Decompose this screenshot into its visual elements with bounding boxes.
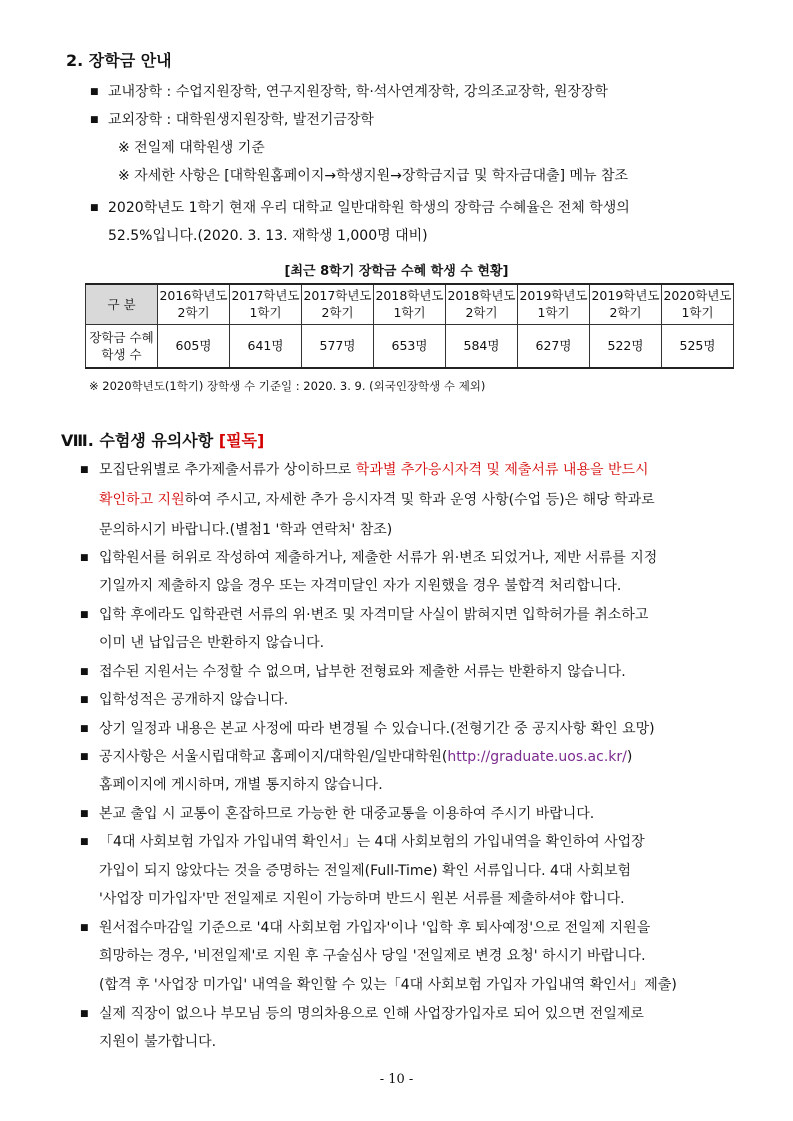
bullet-icon: ■ [90, 203, 99, 213]
table-note: ※ 2020학년도(1학기) 장학생 수 기준일 : 2020. 3. 9. (외국인장학생 수 제외) [89, 379, 486, 393]
table-col-header: 2018학년도 1학기 [374, 284, 446, 324]
table-cell: 577명 [302, 324, 374, 368]
notice-7-line1: 공지사항은 서울시립대학교 홈페이지/대학원/일반대학원(http://graduate.uos.ac.kr/) [99, 749, 633, 765]
notice-9-line3: '사업장 미가입자'만 전일제로 지원이 가능하며 반드시 원본 서류를 제출하셔야 합니다. [99, 891, 625, 907]
table-caption: [최근 8학기 장학금 수혜 학생 수 현황] [284, 264, 509, 279]
table-cell: 584명 [446, 324, 518, 368]
notice-11-line1: 실제 직장이 없으나 부모님 등의 명의차용으로 인해 사업장가입자로 되어 있으면 전일제로 [99, 1006, 644, 1022]
notice-2-line1: 입학원서를 허위로 작성하여 제출하거나, 제출한 서류가 위·변조 되었거나, 제반 서류를 지정 [99, 550, 658, 566]
bullet-icon: ■ [80, 465, 89, 475]
notice-9-line1: 「4대 사회보험 가입자 가입내역 확인서」는 4대 사회보험의 가입내역을 확인하여 사업장 [99, 834, 645, 850]
table-cell: 641명 [230, 324, 302, 368]
bullet-icon: ■ [80, 923, 89, 933]
notice-1-line1: 모집단위별로 추가제출서류가 상이하므로 학과별 추가응시자격 및 제출서류 내용을 반드시 [99, 462, 649, 478]
bullet-icon: ■ [80, 809, 89, 819]
table-col-header: 2018학년도 2학기 [446, 284, 518, 324]
notice-10-line3: (합격 후 '사업장 미가입' 내역을 확인할 수 있는「4대 사회보험 가입자 가입내역 확인서」제출) [99, 977, 677, 993]
must-read-tag: [필독] [218, 431, 265, 450]
page-number: - 10 - [379, 1072, 414, 1087]
table-row [86, 324, 734, 368]
notice-3-line1: 입학 후에라도 입학관련 서류의 위·변조 및 자격미달 사실이 밝혀지면 입학허가를 취소하고 [99, 607, 649, 623]
table-col-header: 2017학년도 1학기 [230, 284, 302, 324]
bullet-icon: ■ [80, 553, 89, 563]
bullet-icon: ■ [80, 1009, 89, 1019]
subnote-details: ※ 자세한 사항은 [대학원홈페이지→학생지원→장학금지급 및 학자금대출] 메뉴 참조 [118, 168, 629, 184]
bullet-icon: ■ [90, 87, 99, 97]
graduate-site-link[interactable]: http://graduate.uos.ac.kr/ [447, 749, 627, 765]
notice-10-line2: 희망하는 경우, '비전일제'로 지원 후 구술심사 당일 '전일제로 변경 요청' 하시기 바랍니다. [99, 948, 646, 964]
notice-10-line1: 원서접수마감일 기준으로 '4대 사회보험 가입자'이나 '입학 후 퇴사예정'으로 전일제 지원을 [99, 920, 651, 936]
notice-1-line2: 확인하고 지원하여 주시고, 자세한 추가 응시자격 및 학과 운영 사항(수업 등)은 해당 학과로 [99, 492, 655, 508]
notice-1-line3: 문의하시기 바랍니다.(별첨1 '학과 연락처' 참조) [99, 522, 393, 538]
notice-7-line2: 홈페이지에 게시하며, 개별 통지하지 않습니다. [99, 777, 383, 793]
table-header-row [86, 284, 734, 324]
table-col-header: 2017학년도 2학기 [302, 284, 374, 324]
notice-2-line2: 기일까지 제출하지 않을 경우 또는 자격미달인 자가 지원했을 경우 불합격 처리합니다. [99, 578, 622, 594]
bullet-icon: ■ [80, 695, 89, 705]
notice-3-line2: 이미 낸 납입금은 반환하지 않습니다. [99, 635, 325, 651]
table-row-label: 장학금 수혜 학생 수 [86, 324, 158, 368]
bullet-icon: ■ [80, 724, 89, 734]
bullet-icon: ■ [90, 115, 99, 125]
notice-8: 본교 출입 시 교통이 혼잡하므로 가능한 한 대중교통을 이용하여 주시기 바랍니다. [99, 806, 595, 822]
notice-4: 접수된 지원서는 수정할 수 없으며, 납부한 전형료와 제출한 서류는 반환하지 않습니다. [99, 664, 626, 680]
scholarship-internal: 교내장학 : 수업지원장학, 연구지원장학, 학·석사연계장학, 강의조교장학, 원장장학 [108, 84, 608, 100]
notice-6: 상기 일정과 내용은 본교 사정에 따라 변경될 수 있습니다.(전형기간 중 공지사항 확인 요망) [99, 721, 655, 737]
table-cell: 627명 [518, 324, 590, 368]
bullet-icon: ■ [80, 837, 89, 847]
table-cell: 653명 [374, 324, 446, 368]
bullet-icon: ■ [80, 610, 89, 620]
scholarship-table [85, 283, 734, 369]
bullet-icon: ■ [80, 667, 89, 677]
table-cell: 605명 [158, 324, 230, 368]
scholarship-rate-line2: 52.5%입니다.(2020. 3. 13. 재학생 1,000명 대비) [108, 228, 428, 244]
notice-5: 입학성적은 공개하지 않습니다. [99, 692, 289, 708]
scholarship-external: 교외장학 : 대학원생지원장학, 발전기금장학 [108, 112, 374, 128]
section-2-title: 2. 장학금 안내 [66, 51, 172, 70]
table-cell: 525명 [662, 324, 734, 368]
subnote-fulltime: ※ 전일제 대학원생 기준 [118, 140, 265, 156]
notice-11-line2: 지원이 불가합니다. [99, 1034, 217, 1050]
bullet-icon: ■ [80, 752, 89, 762]
table-corner-cell: 구 분 [86, 284, 158, 324]
table-col-header: 2020학년도 1학기 [662, 284, 734, 324]
notice-9-line2: 가입이 되지 않았다는 것을 증명하는 전일제(Full-Time) 확인 서류입니다. 4대 사회보험 [99, 863, 632, 879]
scholarship-rate-line1: 2020학년도 1학기 현재 우리 대학교 일반대학원 학생의 장학금 수혜율은 전체 학생의 [108, 200, 630, 216]
table-col-header: 2019학년도 2학기 [590, 284, 662, 324]
table-cell: 522명 [590, 324, 662, 368]
table-col-header: 2016학년도 2학기 [158, 284, 230, 324]
table-col-header: 2019학년도 1학기 [518, 284, 590, 324]
section-8-title: Ⅷ. 수험생 유의사항 [필독] [61, 431, 265, 450]
